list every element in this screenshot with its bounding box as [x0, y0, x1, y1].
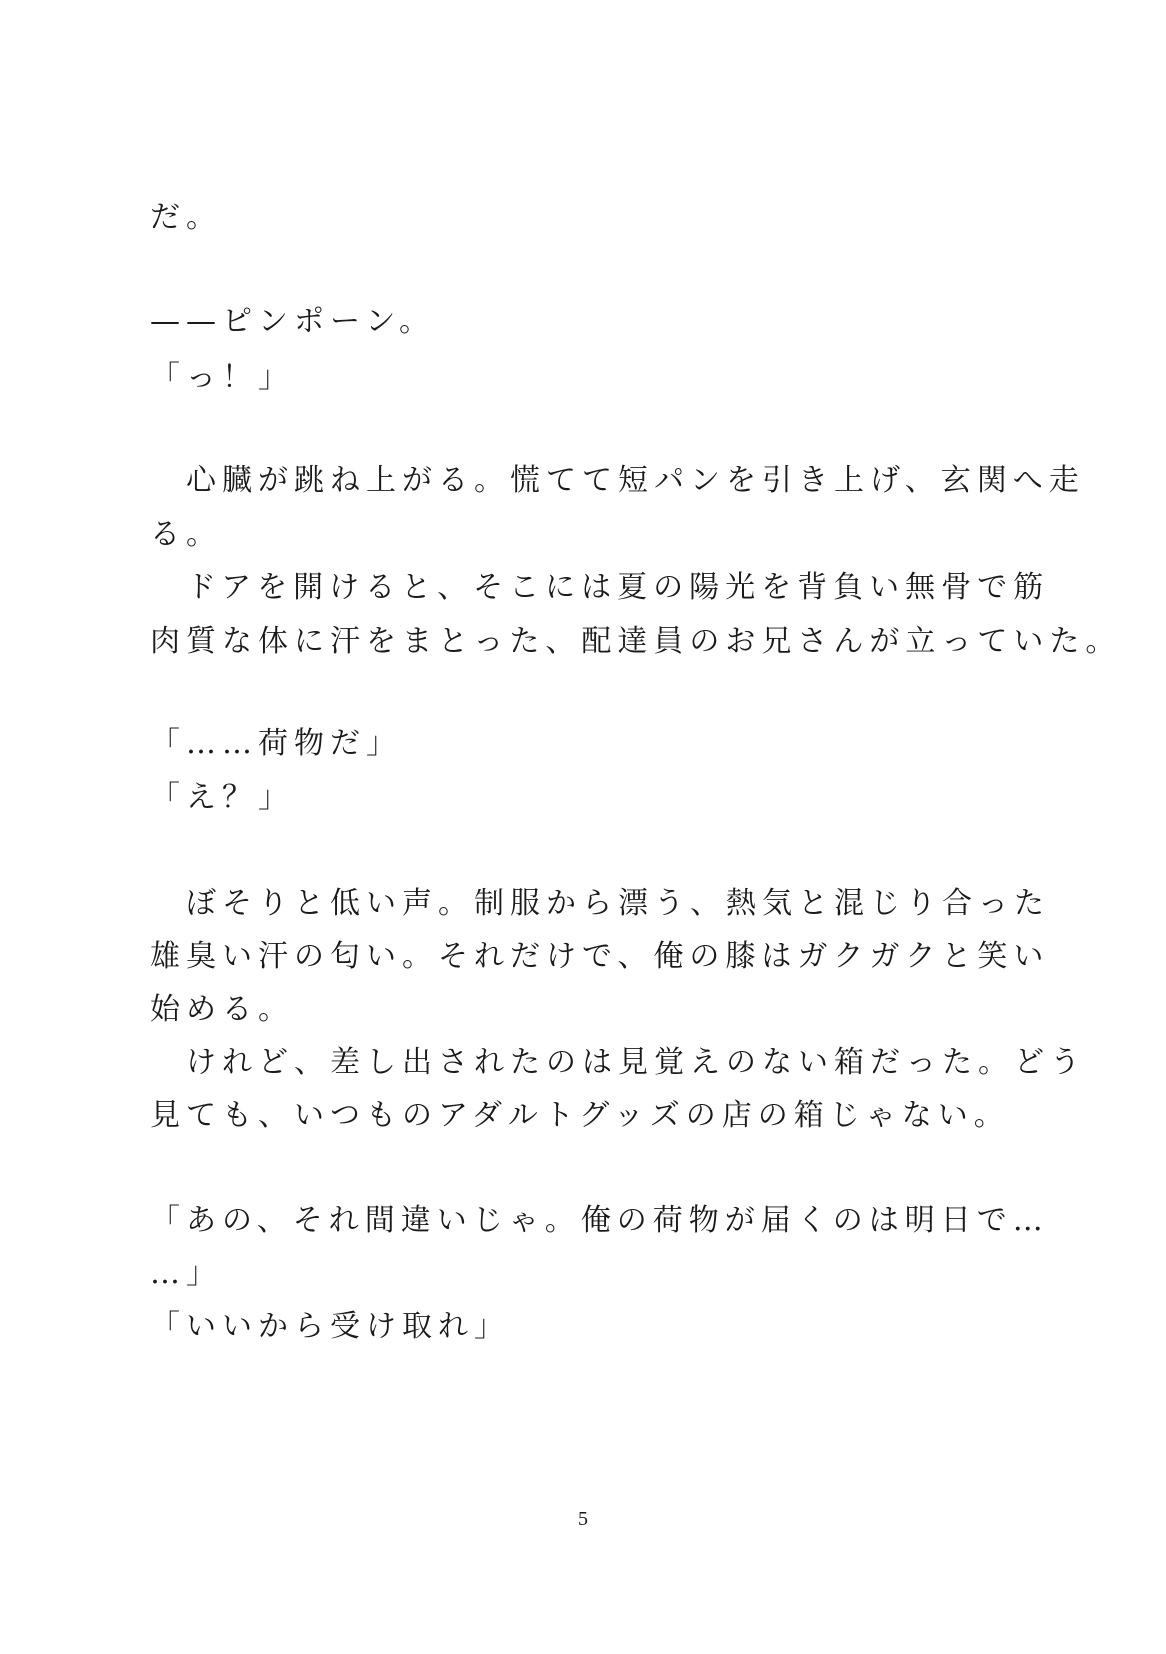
text-line: だ。	[150, 200, 222, 235]
text-line: 肉質な体に汗をまとった、配達員のお兄さんが立っていた。	[150, 624, 1122, 659]
text-line: 「……荷物だ」	[150, 726, 402, 761]
text-line: 「あの、それ間違いじゃ。俺の荷物が届くのは明日で…	[150, 1203, 1049, 1238]
text-line: る。	[150, 517, 222, 552]
text-line: 雄臭い汗の匂い。それだけで、俺の膝はガクガクと笑い	[150, 939, 1050, 974]
text-line: 「っ！」	[150, 360, 294, 395]
text-line: 見ても、いつものアダルトグッズの店の箱じゃない。	[150, 1098, 1010, 1133]
text-line: …」	[150, 1256, 222, 1291]
text-line: けれど、差し出されたのは見覚えのない箱だった。どう	[150, 1045, 1086, 1080]
text-line: 「え？」	[150, 780, 294, 815]
text-line: ぼそりと低い声。制服から漂う、熱気と混じり合った	[150, 886, 1050, 921]
text-line: 心臓が跳ね上がる。慌てて短パンを引き上げ、玄関へ走	[150, 463, 1085, 498]
text-line: 始める。	[150, 992, 294, 1027]
page-number: 5	[578, 1508, 588, 1530]
text-line: ドアを開けると、そこには夏の陽光を背負い無骨で筋	[150, 570, 1050, 605]
text-line: ——ピンポーン。	[150, 304, 435, 339]
text-line: 「いいから受け取れ」	[150, 1309, 510, 1344]
